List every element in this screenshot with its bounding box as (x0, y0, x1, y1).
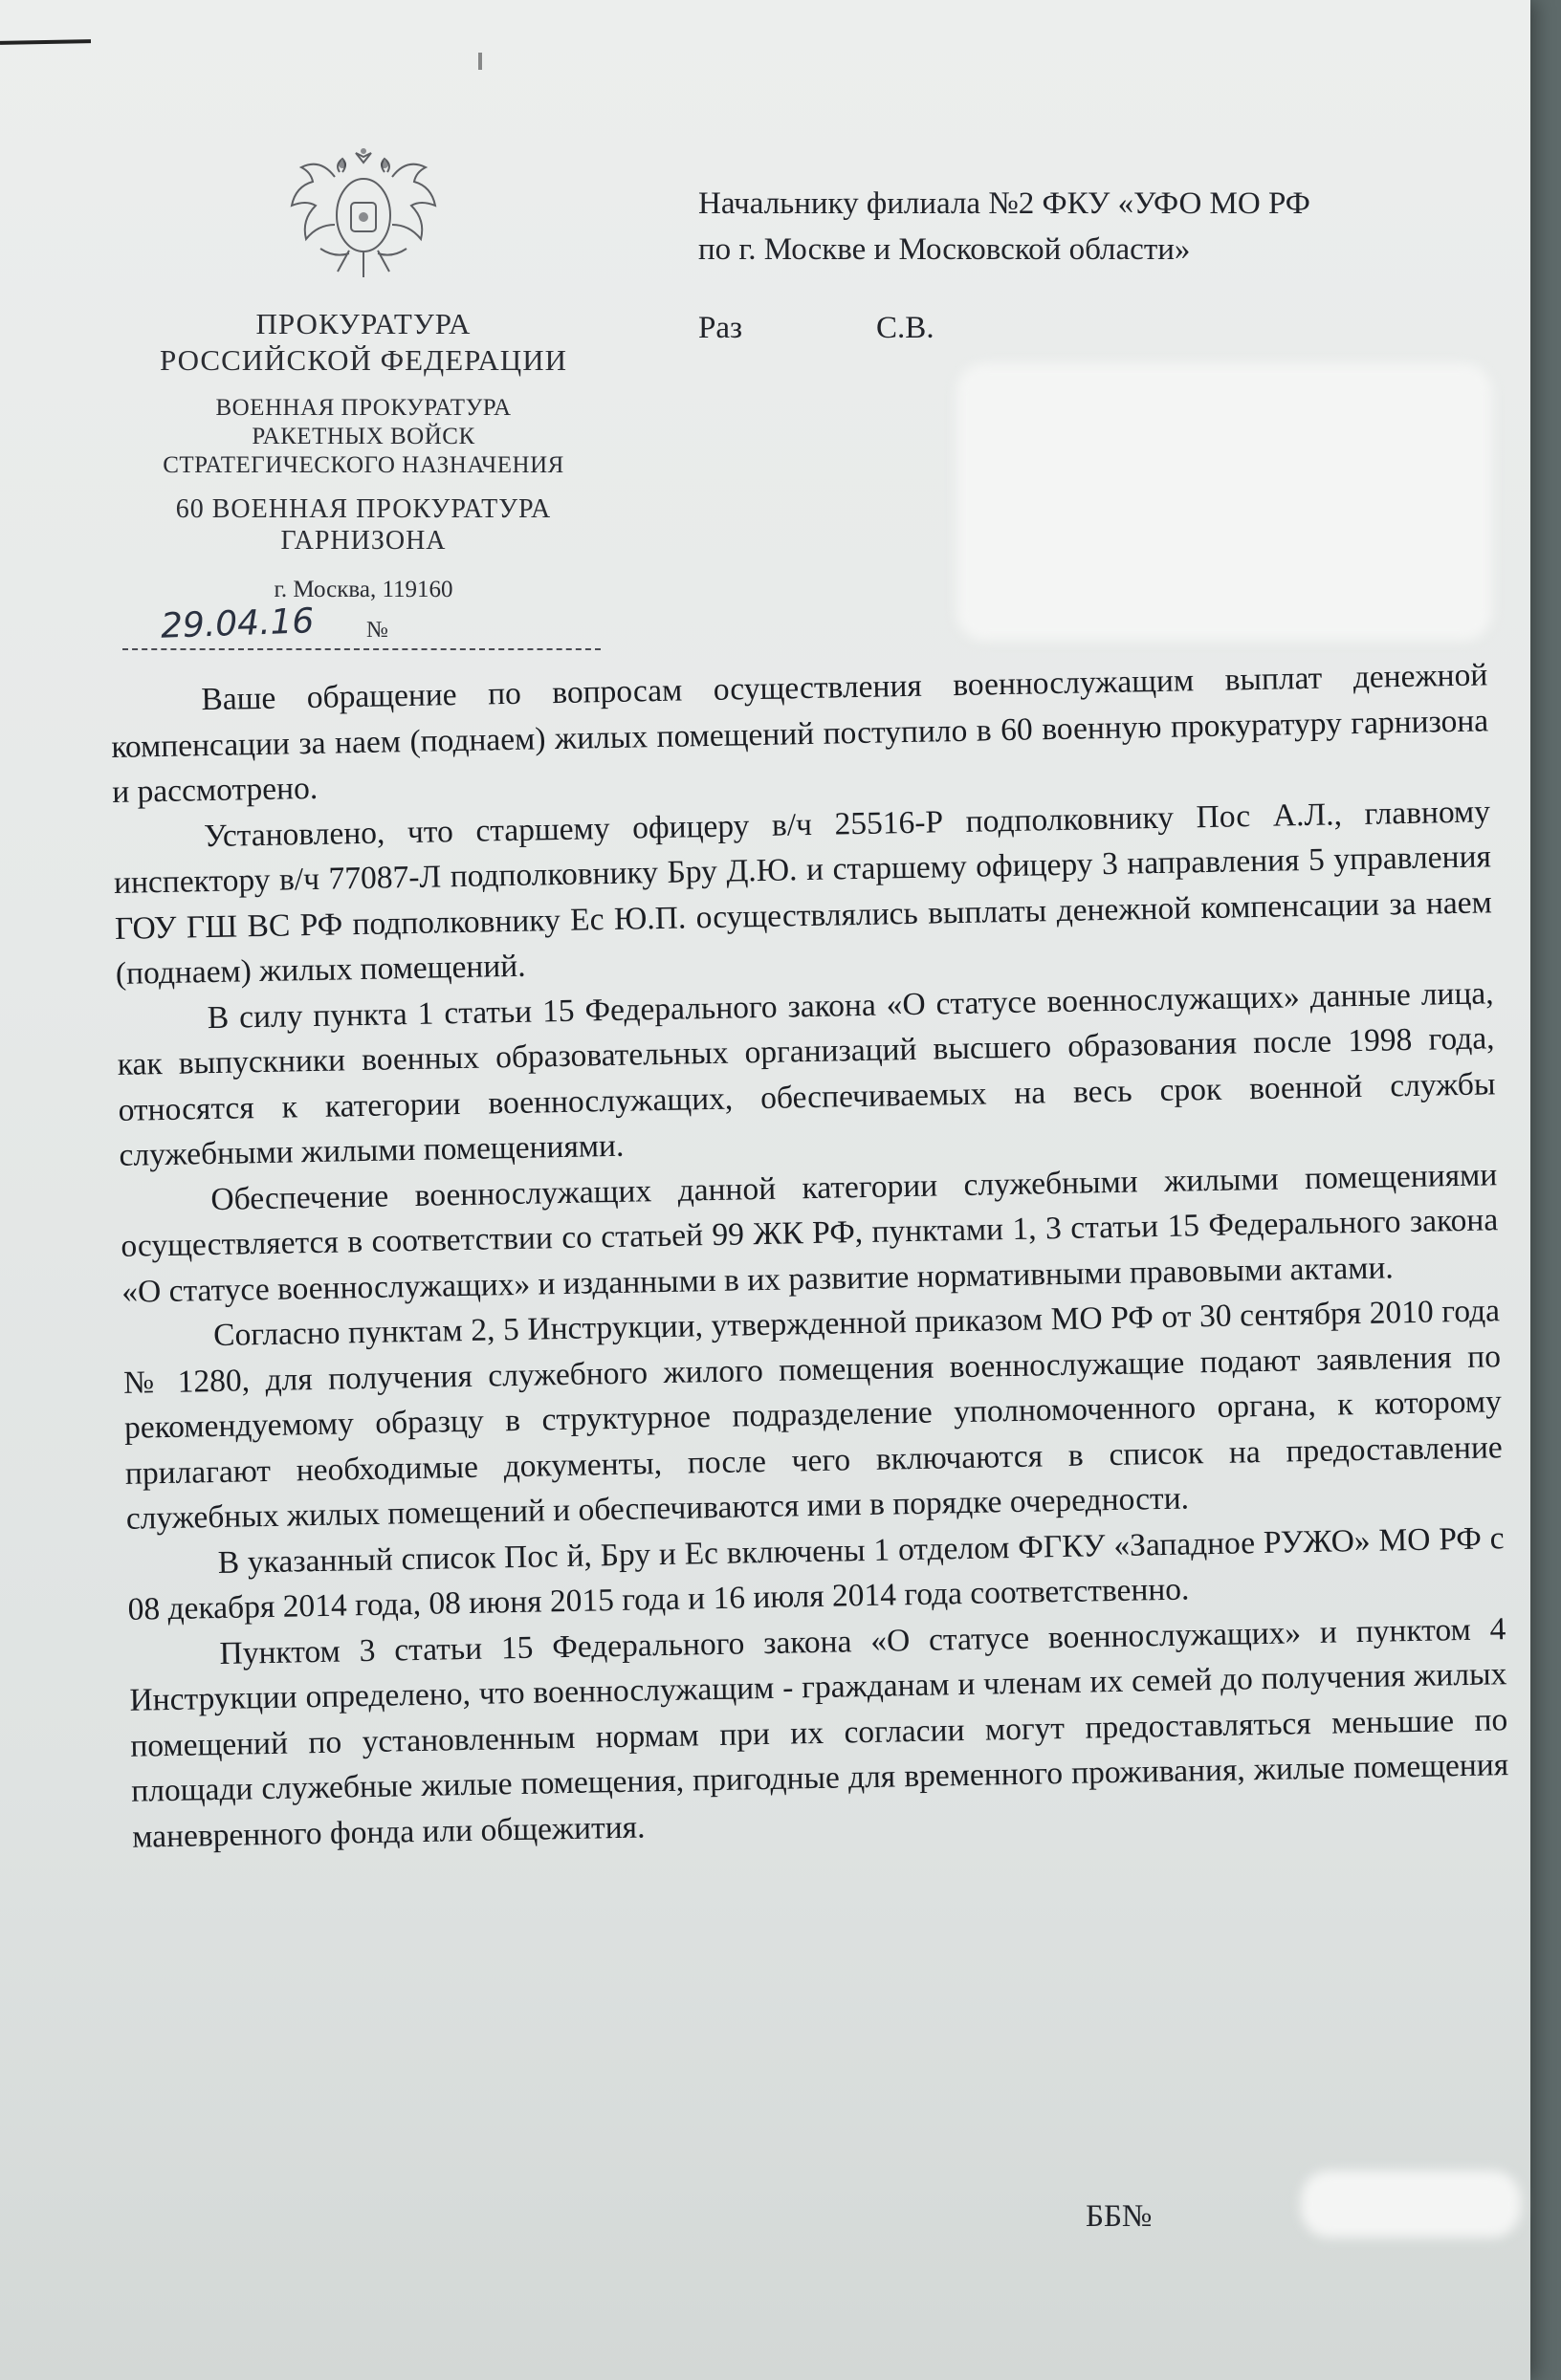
paragraph: Пунктом 3 статьи 15 Федерального закона «О статусе военнослужащих» и пунктом 4 Инструкции определено, что военнослужащим - гражданам и членам их семей до получения жилых помещений по установленным нормам при их согласии могут предоставляться меньшие по площади служебные жилые помещения, пригодные для временного проживания, жилые помещения маневренного фонда или общежития. (129, 1610, 1509, 1855)
date-underline (122, 648, 601, 650)
redaction-block (956, 363, 1492, 641)
addressee-initials: С.В. (876, 311, 934, 345)
paragraph: Обеспечение военнослужащих данной категории служебными жилыми помещениями осуществляется в соответствии со статьей 99 ЖК РФ, пунктами 1, 3 статьи 15 Федерального закона «О статусе военнослужащих» и изданными в их развитие нормативными правовыми актами. (121, 1156, 1499, 1310)
footer-code: ББ№ (1086, 2199, 1153, 2234)
recipient-block (698, 182, 1463, 273)
letterhead-city: г. Москва, 119160 (274, 576, 453, 602)
recipient-line1: Начальнику филиала №2 ФКУ «УФО МО РФ (698, 186, 1310, 221)
paragraph: Согласно пунктам 2, 5 Инструкции, утвержденной приказом МО РФ от 30 сентября 2010 года № 1280, для получения служебного жилого помещения военнослужащие подают заявления по рекомендуемому образцу в структурное подразделение уполномоченного органа, к которому прилагают необходимые документы, после чего включаются в список на предоставление служебных жилых помещений и обеспечиваются ими в порядке очередности. (122, 1293, 1504, 1537)
paper-mark (478, 53, 482, 70)
letterhead-sub1: ВОЕННАЯ ПРОКУРАТУРА (215, 394, 512, 421)
addressee-name-start: Раз (698, 311, 743, 345)
letterhead-garrison1: 60 ВОЕННАЯ ПРОКУРАТУРА (175, 493, 552, 524)
letterhead-garrison2: ГАРНИЗОНА (280, 526, 447, 557)
letterhead-line2: РОССИЙСКОЙ ФЕДЕРАЦИИ (160, 342, 567, 377)
edge-mark (0, 39, 91, 45)
paragraph: В указанный список Пос й, Бру и Ес включены 1 отделом ФГКУ «Западное РУЖО» МО РФ с 08 декабря 2014 года, 08 июня 2015 года и 16 июля 2014 года соответственно. (127, 1519, 1505, 1627)
handwritten-date: 29.04.16 (160, 601, 315, 646)
number-sign: № (366, 618, 388, 643)
addressee-name (698, 311, 934, 346)
letterhead-sub2: РАКЕТНЫХ ВОЙСК (252, 423, 475, 449)
redaction-block (1301, 2171, 1521, 2238)
paragraph: В силу пункта 1 статьи 15 Федерального закона «О статусе военнослужащих» данные лица, как выпускники военных образовательных организаций высшего образования после 1998 года, относятся к категории военнослужащих, обеспечиваемых на весь срок военной службы служебными жилыми помещениями. (117, 974, 1496, 1173)
letter-body (110, 652, 1509, 1859)
paragraph: Ваше обращение по вопросам осуществления военнослужащим выплат денежной компенсации за наем (поднаем) жилых помещений поступило в 60 военную прокуратуру гарнизона и рассмотрено. (111, 657, 1489, 810)
date-number-line (122, 601, 601, 650)
recipient-line2: по г. Москве и Московской области» (698, 231, 1191, 267)
double-headed-eagle-emblem-icon (282, 143, 445, 287)
paragraph: Установлено, что старшему офицеру в/ч 25516-Р подполковнику Пос А.Л., главному инспектору в/ч 77087-Л подполковнику Бру Д.Ю. и старшему офицеру 3 направления 5 управления ГОУ ГШ ВС РФ подполковнику Ес Ю.П. осуществлялись выплаты денежной компенсации за наем (поднаем) жилых помещений. (113, 793, 1493, 992)
letterhead (115, 143, 612, 603)
letterhead-line1: ПРОКУРАТУРА (255, 307, 472, 340)
letterhead-sub3: СТРАТЕГИЧЕСКОГО НАЗНАЧЕНИЯ (163, 451, 564, 478)
